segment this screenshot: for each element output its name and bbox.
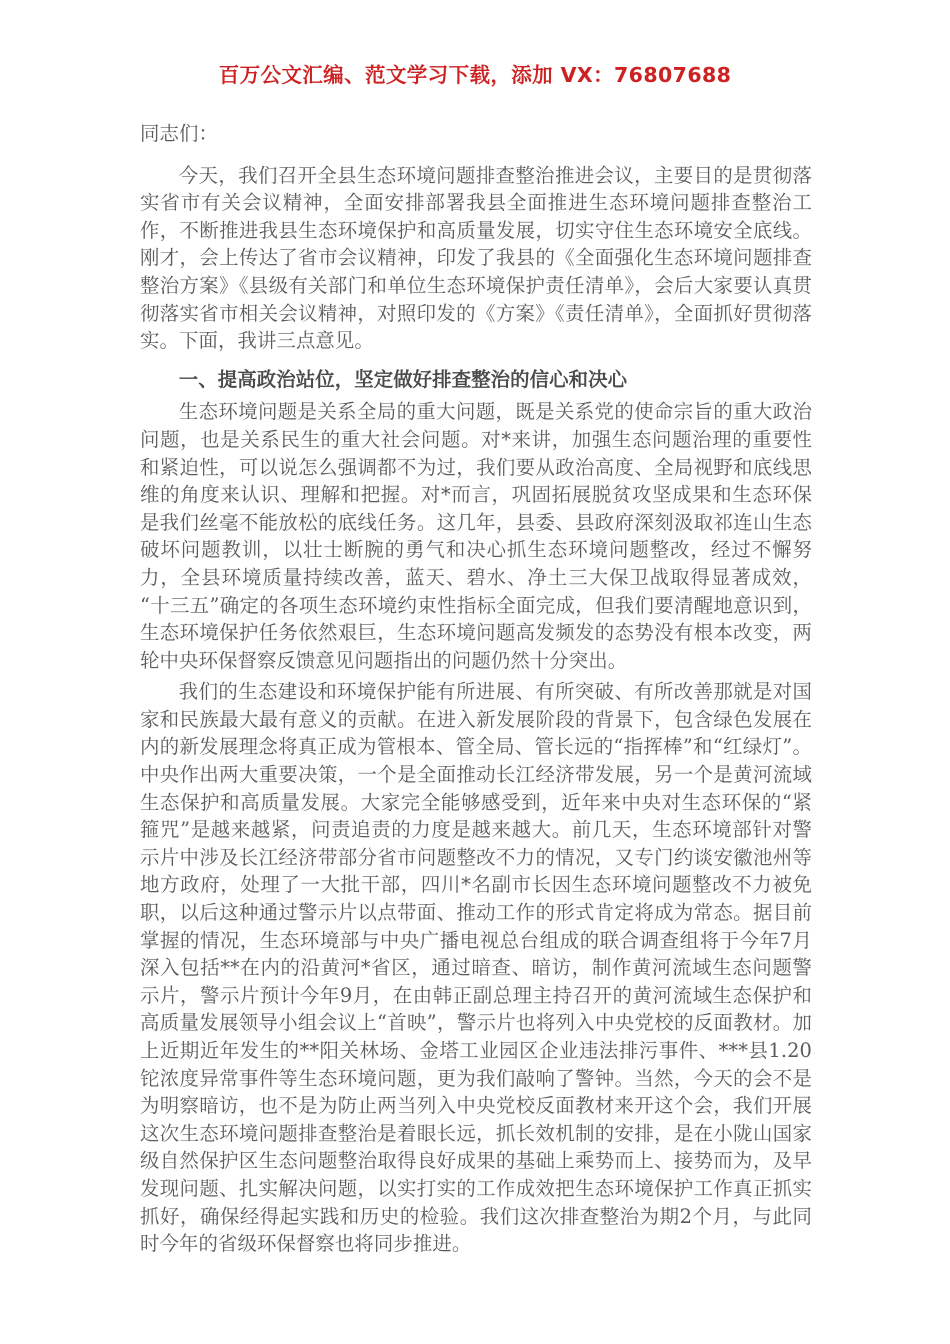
section-heading-one: 一、提高政治站位，坚定做好排查整治的信心和决心 <box>178 367 628 391</box>
section-one-paragraph-2: 我们的生态建设和环境保护能有所进展、有所突破、有所改善那就是对国家和民族最大最有意义的贡献。在进入新发展阶段的背景下，包含绿色发展在内的新发展理念将真正成为管根本、管全局、管长远的“指挥棒”和“红绿灯”。中央作出两大重要决策，一个是全面推动长江经济带发展，另一个是黄河流域生态保护和高质量发展。大家完全能够感受到，近年来中央对生态环保的“紧箍咒”是越来越紧，问责追责的力度是越来越大。前几天，生态环境部针对警示片中涉及长江经济带部分省市问题整改不力的情况，又专门约谈安徽池州等地方政府，处理了一大批干部，四川*名副市长因生态环境问题整改不力被免职，以后这种通过警示片以点带面、推动工作的形式肯定将成为常态。据目前掌握的情况，生态环境部与中央广播电视总台组成的联合调查组将于今年7月深入包括**在内的沿黄河*省区，通过暗查、暗访，制作黄河流域生态问题警示片，警示片预计今年9月，在由韩正副总理主持召开的黄河流域生态保护和高质量发展领导小组会议上“首映”，警示片也将列入中央党校的反面教材。加上近期近年发生的**阳关林场、金塔工业园区企业违法排污事件、***县1.20铊浓度异常事件等生态环境问题，更为我们敲响了警钟。当然，今天的会不是为明察暗访，也不是为防止两当列入中央党校反面教材来开这个会，我们开展这次生态环境问题排查整治是着眼长远，抓长效机制的安排，是在小陇山国家级自然保护区生态问题整治取得良好成果的基础上乘势而上、接势而为，及早发现问题、扎实解决问题，以实打实的工作成效把生态环境保护工作真正抓实抓好，确保经得起实践和历史的检验。我们这次排查整治为期2个月，与此同时今年的省级环保督察也将同步推进。 <box>140 680 812 1256</box>
section-one-paragraph-1: 生态环境问题是关系全局的重大问题，既是关系党的使命宗旨的重大政治问题，也是关系民生的重大社会问题。对*来讲，加强生态问题治理的重要性和紧迫性，可以说怎么强调都不为过，我们要从政治高度、全局视野和底线思维的角度来认识、理解和把握。对*而言，巩固拓展脱贫攻坚成果和生态环保是我们丝毫不能放松的底线任务。这几年，县委、县政府深刻汲取祁连山生态破坏问题教训，以壮士断腕的勇气和决心抓生态环境问题整改，经过不懈努力，全县环境质量持续改善，蓝天、碧水、净土三大保卫战取得显著成效，“十三五”确定的各项生态环境约束性指标全面完成，但我们要清醒地意识到，生态环境保护任务依然艰巨，生态环境问题高发频发的态势没有根本改变，两轮中央环保督察反馈意见问题指出的问题仍然十分突出。 <box>140 400 812 672</box>
salutation: 同志们： <box>140 122 218 145</box>
document-body <box>140 120 812 1262</box>
opening-paragraph: 今天，我们召开全县生态环境问题排查整治推进会议，主要目的是贯彻落实省市有关会议精神，全面安排部署我县全面推进生态环境问题排查整治工作，不断推进我县生态环境保护和高质量发展，切实守住生态环境安全底线。刚才，会上传达了省市会议精神，印发了我县的《全面强化生态环境问题排查整治方案》《县级有关部门和单位生态环境保护责任清单》，会后大家要认真贯彻落实省市相关会议精神，对照印发的《方案》《责任清单》，全面抓好贯彻落实。下面，我讲三点意见。 <box>140 163 812 353</box>
promo-banner-text: 百万公文汇编、范文学习下载，添加 VX：76807688 <box>218 63 732 87</box>
